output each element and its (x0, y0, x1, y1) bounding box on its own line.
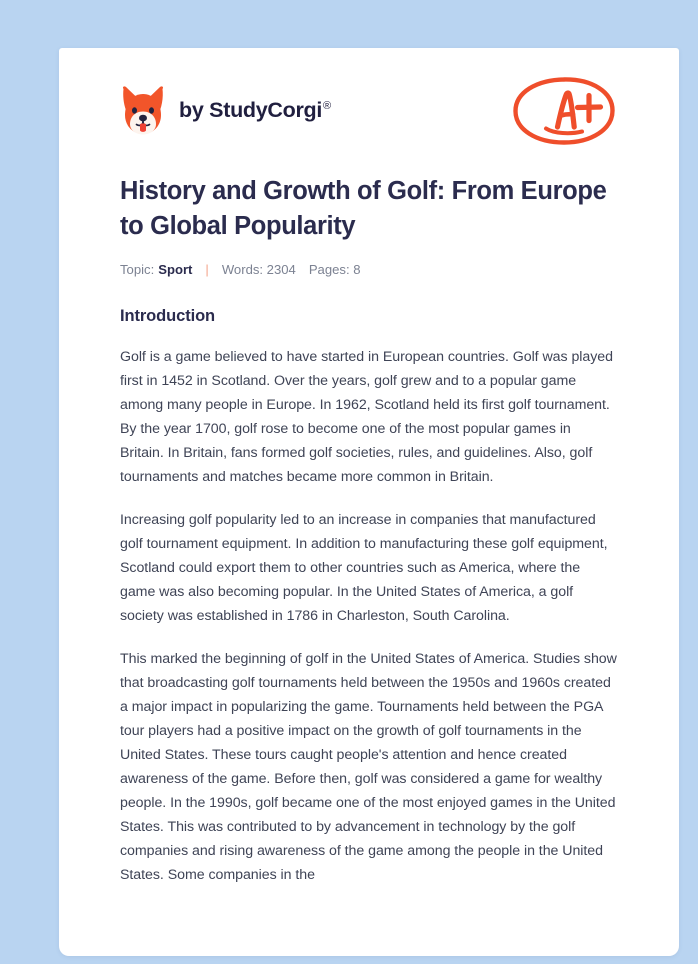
topic-label: Topic: (120, 262, 155, 278)
studycorgi-brand[interactable] (120, 85, 331, 137)
corgi-face-icon (120, 85, 166, 137)
page-title: History and Growth of Golf: From Europe to Global Popularity (120, 177, 607, 241)
document-page-sheet (59, 48, 679, 956)
a-plus-badge-icon (510, 72, 618, 150)
words-count: Words: 2304 (221, 262, 296, 278)
body-paragraph: Increasing golf popularity led to an increase in companies that manufactured golf tournament equipment. In addition to manufacturing these golf equipment, Scotland could export them to other countries such as America, where the game was also becoming popular. In the United States of America, a golf society was established in 1786 in Charleston, South Carolina. (120, 512, 608, 625)
registered-trademark-icon: ® (323, 100, 331, 113)
brand-prefix: by (179, 98, 210, 123)
pages-count: Pages: 8 (308, 262, 361, 278)
document-meta (120, 262, 618, 277)
topic-value[interactable]: Sport (158, 262, 193, 278)
body-paragraph: This marked the beginning of golf in the United States of America. Studies show that broadcasting golf tournaments held between the 1950s and 1960s created a major impact in popularizing the game. Tournaments held between the PGA tour players had a positive impact on the growth of golf tournaments in the United States. These tours caught people's attention and hence created awareness of the game. Before then, golf was considered a game for wealthy people. In the 1990s, golf became one of the most enjoyed games in the United States. This was contributed to by advancement in technology by the golf companies and rising awareness of the game among the people in the United States. Some companies in the (120, 651, 617, 884)
section-heading-introduction: Introduction (120, 307, 216, 326)
brand-wordmark (179, 100, 331, 122)
document-header (120, 48, 618, 152)
meta-separator: | (205, 262, 209, 278)
brand-name: StudyCorgi (209, 98, 323, 123)
body-paragraph: Golf is a game believed to have started in European countries. Golf was played first in 1452 in Scotland. Over the years, golf grew and to a popular game among many people in Europe. In 1962, Scotland held its first golf tournament. By the year 1700, golf rose to become one of the most popular games in Britain. In Britain, fans formed golf societies, rules, and guidelines. Also, golf tournaments and matches became more common in Britain. (120, 349, 613, 486)
